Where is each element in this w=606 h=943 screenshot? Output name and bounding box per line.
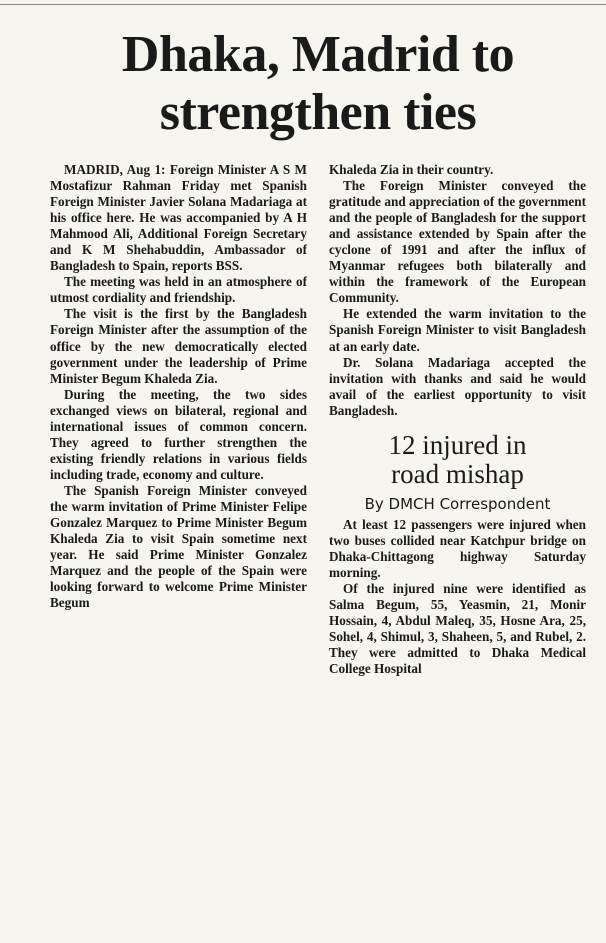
right-column [329,162,586,942]
article-paragraph: Khaleda Zia in their country. [329,162,494,177]
article-paragraph: The Foreign Minister conveyed the gratitude and appreciation of the government and the people of Bangladesh for the support and assistance extended by Spain after the cyclone of 1991 and after the influx of Myanmar refugees both bilaterally and within the framework of the European Community. [329,178,586,306]
main-headline: Dhaka, Madrid to strengthen ties [121,26,515,141]
second-headline: 12 injured in road mishap [388,429,527,489]
article-columns [50,162,586,942]
byline: By DMCH Correspondent [364,494,551,513]
article-paragraph: Dr. Solana Madariaga accepted the invitation with thanks and said he would avail of the earliest opportunity to visit Bangladesh. [329,354,586,418]
left-column [50,162,307,942]
article-paragraph: The Spanish Foreign Minister conveyed the warm invitation of Prime Minister Felipe Gonzalez Marquez to Prime Minister Begum Khaleda Zia to visit Spain sometime next year. He said Prime Minister Gonzalez Marquez and the people of the Spain were looking forward to welcome Prime Minister Begum [50,482,307,611]
article-paragraph: At least 12 passengers were injured when two buses collided near Katchpur bridge on Dhaka-Chittagong highway Saturday morning. [329,516,586,580]
article-paragraph: Of the injured nine were identified as Salma Begum, 55, Yeasmin, 21, Monir Hossain, 4, Abdul Maleq, 35, Hosne Ara, 25, Sohel, 4, Shimul, 3, Shaheen, 5, and Rubel, 2. They were admitted to Dhaka Medical College Hospital [329,580,586,677]
top-rule [0,0,606,5]
article-paragraph: MADRID, Aug 1: Foreign Minister A S M Mostafizur Rahman Friday met Spanish Foreign Minister Javier Solana Madariaga at his office here. He was accompanied by A H Mahmood Ali, Additional Foreign Secretary and K M Shehabuddin, Ambassador of Bangladesh to Spain, reports BSS. [50,162,307,274]
article-paragraph: He extended the warm invitation to the Spanish Foreign Minister to visit Bangladesh at an early date. [329,306,586,354]
article-paragraph: The visit is the first by the Bangladesh Foreign Minister after the assumption of the office by the new democratically elected government under the leadership of Prime Minister Begum Khaleda Zia. [50,306,307,386]
article-paragraph: The meeting was held in an atmosphere of utmost cordiality and friendship. [50,274,307,306]
article-paragraph: During the meeting, the two sides exchanged views on bilateral, regional and international issues of common concern. They agreed to further strengthen the existing friendly relations in various fields including trade, economy and culture. [50,386,307,482]
